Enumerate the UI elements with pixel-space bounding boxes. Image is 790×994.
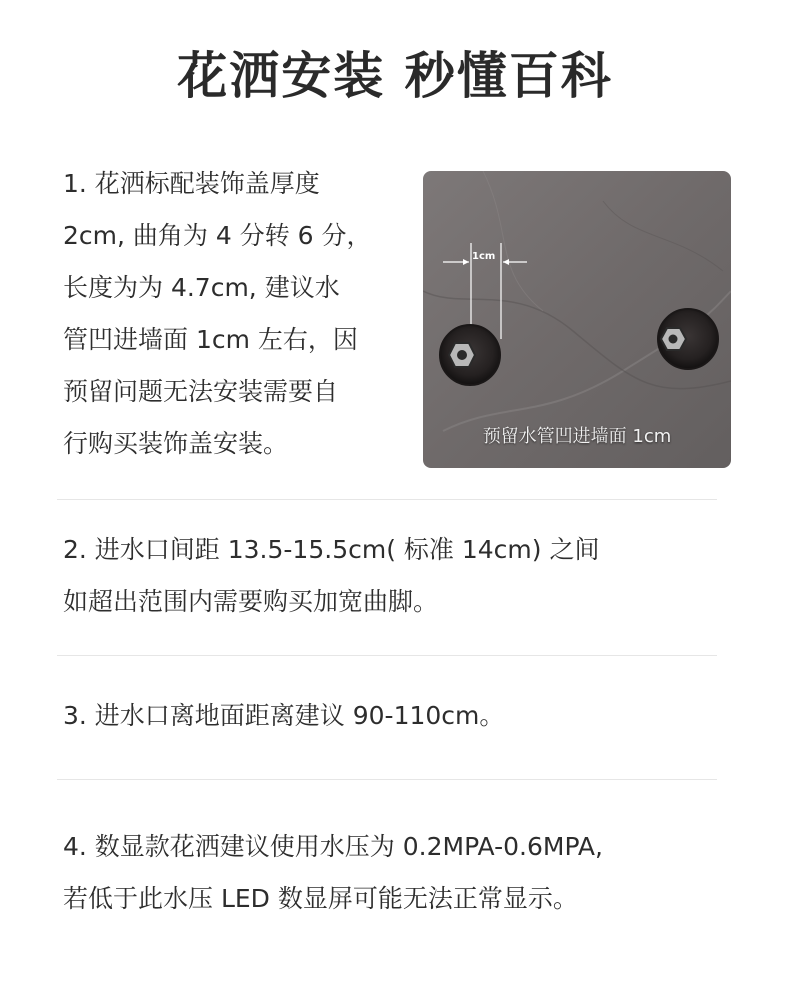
section-1-line: 2cm, 曲角为 4 分转 6 分，	[63, 221, 372, 250]
page-title: 花洒安装 秒懂百科	[177, 47, 613, 105]
section-4-line: 4. 数显款花洒建议使用水压为 0.2MPA-0.6MPA,	[63, 832, 603, 861]
dimension-label: 1cm	[472, 251, 496, 262]
divider	[57, 779, 717, 780]
divider	[57, 499, 717, 500]
section-1-line: 行购买装饰盖安装。	[63, 429, 289, 458]
wall-pipe-photo	[423, 171, 731, 468]
divider	[57, 655, 717, 656]
section-1-line: 1. 花洒标配装饰盖厚度	[63, 169, 320, 198]
section-4-line: 若低于此水压 LED 数显屏可能无法正常显示。	[63, 884, 578, 913]
section-4-text	[63, 821, 603, 925]
section-1-line: 预留问题无法安装需要自	[63, 377, 339, 406]
section-2-line: 2. 进水口间距 13.5-15.5cm( 标准 14cm) 之间	[63, 535, 600, 564]
section-3-text	[63, 690, 504, 742]
section-1-line: 长度为为 4.7cm, 建议水	[63, 273, 340, 302]
section-2-text	[63, 524, 599, 628]
section-3-line: 3. 进水口离地面距离建议 90-110cm。	[63, 701, 505, 730]
photo-caption: 预留水管凹进墙面 1cm	[482, 426, 672, 447]
section-1-text	[63, 158, 372, 470]
section-1-line: 管凹进墙面 1cm 左右，因	[63, 325, 358, 354]
section-2-line: 如超出范围内需要购买加宽曲脚。	[63, 587, 439, 616]
